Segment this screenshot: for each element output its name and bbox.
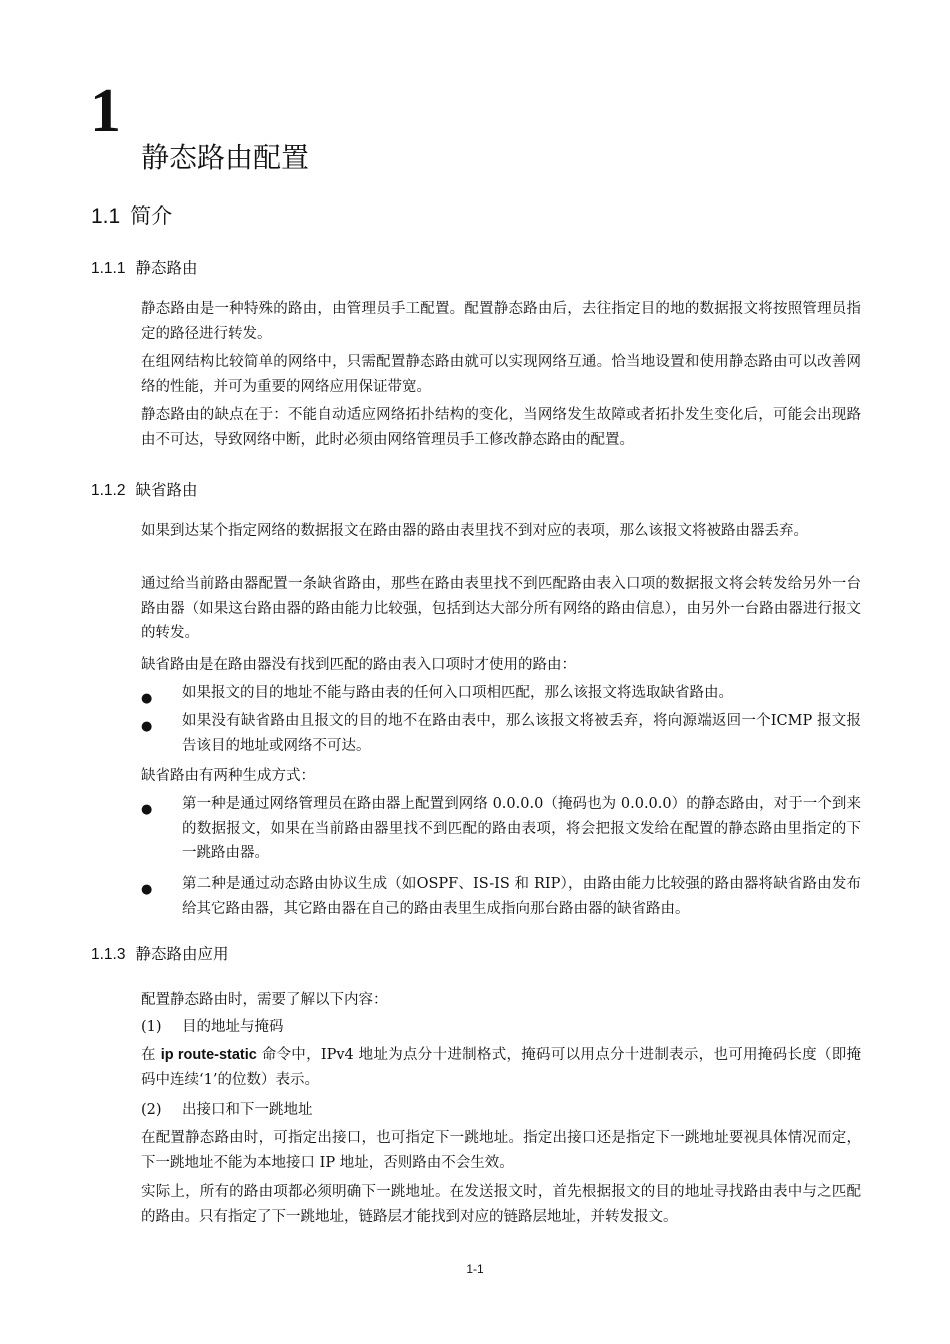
subsection-number: 1.1.1: [91, 260, 126, 277]
paragraph: 缺省路由有两种生成方式：: [141, 768, 315, 784]
list-item: [141, 792, 861, 866]
paragraph: 静态路由是一种特殊的路由，由管理员手工配置。配置静态路由后，去往指定目的地的数据报文将按照管理员指定的路径进行转发。: [141, 301, 861, 342]
item-text: 目的地址与掩码: [182, 1019, 284, 1035]
subsection-heading-1-1-3: [91, 942, 229, 964]
list-item-text: 如果没有缺省路由且报文的目的地不在路由表中，那么该报文将被丢弃，将向源端返回一个ICMP 报文报告该目的地址或网络不可达。: [182, 713, 861, 754]
section-title: 简介: [130, 204, 173, 228]
item-number: (2): [141, 1102, 162, 1118]
bullet-icon: ●: [141, 719, 153, 734]
paragraph: [141, 1043, 861, 1092]
item-number: (1): [141, 1019, 162, 1035]
numbered-item: [141, 1015, 861, 1040]
subsection-heading-1-1-2: [91, 478, 198, 500]
subsection-title: 静态路由应用: [135, 945, 229, 963]
bullet-icon: ●: [141, 802, 153, 817]
paragraph-text-prefix: 在: [141, 1047, 161, 1063]
paragraph: 通过给当前路由器配置一条缺省路由，那些在路由表里找不到匹配路由表入口项的数据报文将会转发给另外一台路由器（如果这台路由器的路由能力比较强，包括到达大部分所有网络的路由信息），由另外一台路由器进行报文的转发。: [141, 576, 861, 641]
chapter-title: 静态路由配置: [141, 141, 310, 174]
subsection-number: 1.1.2: [91, 482, 126, 499]
bullet-icon: ●: [141, 882, 153, 897]
list-item-text: 第二种是通过动态路由协议生成（如OSPF、IS-IS 和 RIP），由路由能力比较强的路由器将缺省路由发布给其它路由器，其它路由器在自己的路由表里生成指向那台路由器的缺省路由。: [182, 876, 861, 917]
numbered-item: [141, 1098, 861, 1123]
section-number: 1.1: [91, 205, 121, 228]
command-keyword: ip route-static: [160, 1047, 257, 1063]
paragraph: 缺省路由是在路由器没有找到匹配的路由表入口项时才使用的路由：: [141, 657, 576, 673]
page-number: 1-1: [466, 1262, 484, 1276]
bullet-icon: ●: [141, 691, 153, 706]
subsection-number: 1.1.3: [91, 946, 126, 963]
list-item-text: 如果报文的目的地址不能与路由表的任何入口项相匹配，那么该报文将选取缺省路由。: [182, 685, 733, 701]
item-text: 出接口和下一跳地址: [182, 1102, 313, 1118]
subsection-heading-1-1-1: [91, 256, 198, 278]
list-item: [141, 681, 861, 706]
paragraph: 在组网结构比较简单的网络中，只需配置静态路由就可以实现网络互通。恰当地设置和使用静态路由可以改善网络的性能，并可为重要的网络应用保证带宽。: [141, 354, 861, 395]
paragraph: 实际上，所有的路由项都必须明确下一跳地址。在发送报文时，首先根据报文的目的地址寻找路由表中与之匹配的路由。只有指定了下一跳地址，链路层才能找到对应的链路层地址，并转发报文。: [141, 1184, 861, 1225]
subsection-title: 缺省路由: [135, 481, 198, 499]
list-item-text: 第一种是通过网络管理员在路由器上配置到网络 0.0.0.0（掩码也为 0.0.0.0）的静态路由，对于一个到来的数据报文，如果在当前路由器里找不到匹配的路由表项，将会把报文发给在配置的静态路由里指定的下一跳路由器。: [182, 796, 861, 861]
paragraph: 静态路由的缺点在于：不能自动适应网络拓扑结构的变化，当网络发生故障或者拓扑发生变化后，可能会出现路由不可达，导致网络中断，此时必须由网络管理员手工修改静态路由的配置。: [141, 407, 861, 448]
paragraph: 在配置静态路由时，可指定出接口，也可指定下一跳地址。指定出接口还是指定下一跳地址要视具体情况而定，下一跳地址不能为本地接口 IP 地址，否则路由不会生效。: [141, 1130, 861, 1171]
section-heading-1-1: [91, 200, 172, 230]
list-item: [141, 872, 861, 921]
list-item: [141, 709, 861, 758]
chapter-number: 1: [90, 77, 121, 145]
paragraph-text: 命令中，IPv4 地址为点分十进制格式，掩码可以用点分十进制表示，也可用掩码长度（即掩码中连续‘1’的位数）表示。: [141, 1047, 862, 1088]
subsection-title: 静态路由: [135, 259, 198, 277]
paragraph: 如果到达某个指定网络的数据报文在路由器的路由表里找不到对应的表项，那么该报文将被路由器丢弃。: [141, 523, 808, 539]
paragraph: 配置静态路由时，需要了解以下内容：: [141, 992, 388, 1008]
